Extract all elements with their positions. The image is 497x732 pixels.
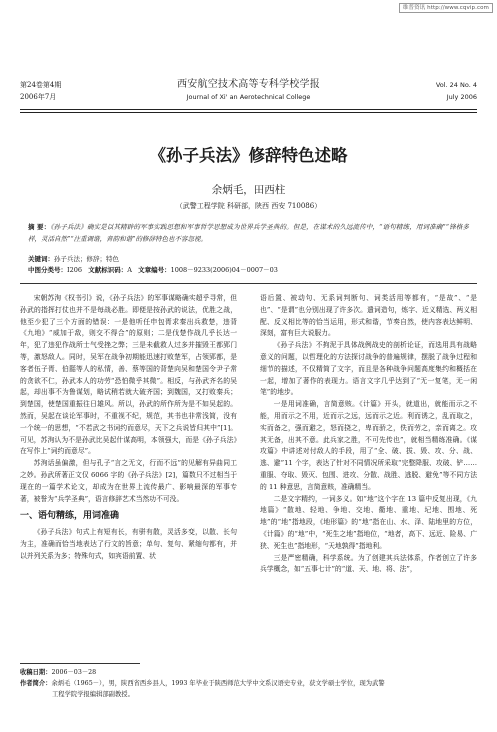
source-stamp: 维普资讯 http://www.cqvip.com: [399, 3, 493, 13]
section-heading: 一、语句精练，用词准确: [20, 511, 120, 522]
article-id-value: 1008－9233(2006)04－0007－03: [170, 266, 278, 274]
article-authors: 余炳毛，田西柱: [211, 184, 286, 196]
article-title: 《孙子兵法》修辞特色述略: [149, 146, 348, 165]
author-bio-continued: 工程学院学报编辑部副教授。: [52, 691, 134, 698]
received-value: 2006－03－28: [51, 669, 97, 676]
abstract-label: 摘 要：: [28, 223, 51, 231]
body-paragraph: 二是文字精约，一词多义。如“地”这个字在 13 篇中反复出现，《九地篇》“散地、轻地、争地、交地、衢地、重地、圮地、围地、死地”的“地”指地段，《地形篇》的“地”指在山、水、泽、陆地里的方位，《计篇》的“地”中，“死生之地”指地位，“地者，高下、远近、险易、广狭、死生也”指地形，“天地孰得”指地利。: [260, 494, 477, 550]
abstract-text: 《孙子兵法》确实是以其精辟的军事实践思想和军事哲学思想成为世界兵学圣典的。但是，在谋术的久远流传中，“语句精练，用词准确”“锋格多样，灵活自然”“注重调谐，音韵和谐”的修辞特色也不容忽视。: [28, 223, 469, 243]
keywords: [28, 254, 469, 264]
footnote: [20, 667, 477, 700]
header-center: [20, 78, 477, 103]
body-column-right: [260, 293, 477, 576]
journal-name-cn: 西安航空技术高等专科学校学报: [177, 79, 320, 90]
header-rule-thick: [20, 109, 477, 110]
journal-header: [20, 76, 477, 110]
header-rule-thin: [20, 112, 477, 113]
issue-month: July 2006: [446, 93, 477, 101]
body-paragraph: 《孙子兵法》不拘泥于具体战例战史的剖析论证，而选用具有战略意义的问题，以哲理化的方法探讨战争的普遍规律，摆脱了战争过程和细节的描述，不仅精简了文字，而且是各种战争问题高度集约和概括在一起，增加了著作的表现力。语言文字几乎达到了“无一复笔，无一闲笔”的地步。: [260, 341, 477, 397]
doc-code-value: A: [127, 266, 132, 274]
keywords-label: 关键词：: [28, 255, 54, 263]
body-paragraph: 苏洵话虽偏激，但与孔子“言之无文，行而不远”的见解有异曲同工之妙。孙武所著正文仅 6066 字的《孙子兵法》[2]，篇数只不过相当于现在的一篇学术论文，却成为在世界上流传最广、影响最深的军事专著，被誉为“兵学圣典”，语言修辞艺术当然功不可没。: [20, 459, 237, 503]
volume-number: Vol. 24 No. 4: [435, 81, 477, 89]
article-id-label: 文章编号：: [138, 266, 171, 274]
abstract-separator: [20, 283, 477, 284]
author-bio-text: 余炳毛（1965－），男，陕西省西乡县人，1993 年毕业于陕西师范大学中文系汉语史专业，获文学硕士学位，现为武警: [51, 680, 385, 687]
author-affiliation: （武警工程学院 科研部，陕西 西安 710086）: [175, 202, 322, 210]
footnote-rule: [20, 663, 140, 664]
received-label: 收稿日期：: [20, 669, 52, 676]
journal-name-en: Journal of Xi' an Aerotechnical College: [186, 93, 311, 101]
clc-value: I206: [67, 266, 82, 274]
issue-date: 2006年7月: [20, 93, 57, 101]
received-date: [20, 667, 477, 678]
body-column-left: [20, 293, 237, 563]
body-paragraph: 语后置、被动句、无系词判断句、词类活用等都有，“是故”、“是也”、“是谓”也分别出现了许多次。遣词造句，炼字、近义精选、两义相配、反义相比等的恰当运用，形式和谐，节奏自然，使内容表达鲜明、深刻，富有巨大说服力。: [260, 294, 477, 338]
body-paragraph: 宋朝苏洵《权书引》说，《孙子兵法》的军事谋略确实超乎寻常，但孙武的指挥打仗也并不是每战必胜。即便是按孙武的说法，优胜之战，他至少犯了三个方面的错误：一是他听任申包胥求秦出兵救楚，违背《九地》“威加于敌，则交不得合”的原则；二是伐楚作战几乎长达一年，犯了违犯作战所士气受挫之弊；三是未截救人过多并摧毁王都郢门等，激怒敌人。同时，吴军在战争初期能迅速打败楚军，占领郢都，是客者伍子胥、伯嚭等人的私情，善、蔡等国的背楚向吴和楚国令尹子常的贪欲不仁，孙武本人的功劳“恐怕微乎其微”。相反，与孙武齐名的吴起，却出事不为鲁谋划，略试稍若就大破齐国；到魏国，又打败秦兵；到楚国，使楚国重振往日雄风。所以，孙武的所作所为是不如吴起的。然而，吴起在谈论军事时，不重视不纪，规范，其书也非常浅简，没有一个统一的思想，“不若武之书词约而意尽，天下之兵说皆归其中”[1]。可见，苏洵认为不是孙武比吴起什谋高明，本领强大，而是《孙子兵法》在写作上“词约而意尽”。: [20, 294, 237, 456]
abstract: [28, 221, 469, 245]
header-right: [436, 79, 477, 103]
classification-line: [28, 265, 469, 275]
doc-code-label: 文献标识码：: [88, 266, 128, 274]
clc-label: 中图分类号：: [28, 266, 67, 274]
body-paragraph: 《孙子兵法》句式上有短有长，有骈有散，灵活多变，以散、长句为主，准确而恰当地表达了行文的旨意；单句、复句、紧缩句都有，并以并列关系为多；特殊句式，如宾语前置、状: [20, 528, 237, 560]
keywords-text: 孙子兵法；修辞；特色: [54, 255, 119, 263]
issue-number: 第24卷第4期: [20, 81, 62, 89]
body-paragraph: 一是用词准确，言简意赅。《计篇》开头，就道出，就能而示之不能，用而示之不用，近而示之远，远而示之近。利而诱之，乱而取之，实而备之，强而避之，怒而挠之，卑而骄之，佚而劳之，亲而离之。攻其无备，出其不意。此兵家之胜，不可先传也”，就相当精练准确。《谋攻篇》中讲述对付敌人的手段，用了“全、破、拔、毁、攻、分、战、逃、避”11 个字，表达了针对不同情况所采取“完整降服、攻破、铲……重服、夺取、毁灭、包围、进攻、分散、战胜、逃脱、避免”等不同方法的 11 种意思，言简意赅，准确精当。: [260, 400, 477, 491]
author-bio-label: 作者简介：: [20, 680, 52, 687]
body-paragraph: 三是严密精确，科学系统。为了创建其兵法体系，作者创立了许多兵学概念，如“五事七计”的“道、天、地、将、法”，: [260, 553, 477, 574]
author-bio: [20, 678, 477, 689]
